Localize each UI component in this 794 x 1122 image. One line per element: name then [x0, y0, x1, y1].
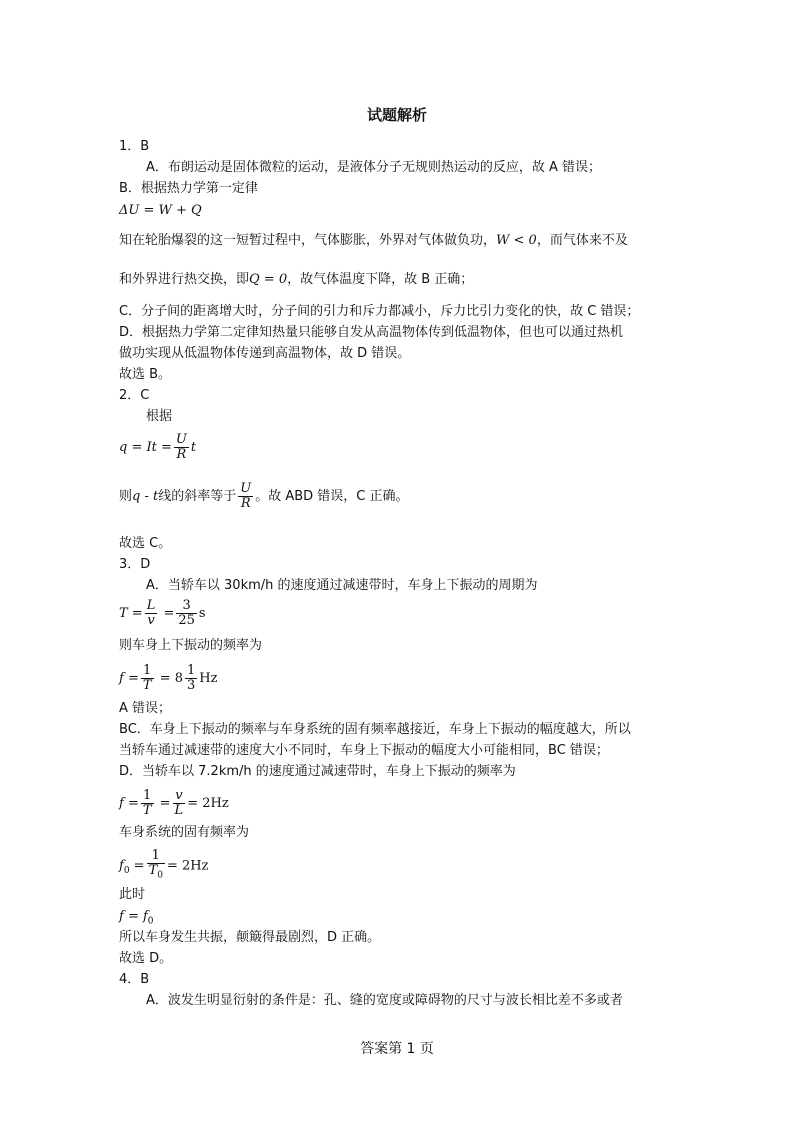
q3-eq4-den-wrap: [147, 863, 165, 883]
q3-natural-frequency-equation: $f_0$ = $\frac{1}{T_0}$ = 2Hz: [119, 848, 209, 881]
q3-natural-frequency-text: 车身系统的固有频率为: [119, 825, 250, 840]
q3-frequency-text: 则车身上下振动的频率为: [119, 638, 263, 653]
q3-eq2-den: T: [142, 678, 152, 693]
q3-eq2-num: 1: [143, 663, 152, 678]
q3-eq5-sub: 0: [147, 916, 154, 927]
q3-eq2-unit: Hz: [199, 671, 218, 686]
q1-b-line1-post: ，而气体来不及: [536, 233, 628, 248]
q2-equation: [119, 433, 196, 462]
q2-slope-post: 。故 ABD 错误，C 正确。: [255, 489, 409, 504]
q3-eq2-num2: 1: [186, 663, 196, 678]
q1-option-c: C．分子间的距离增大时，分子间的引力和斥力都减小，斥力比引力变化的快，故 C 错误；: [119, 304, 640, 319]
q3-eq1-lhs: T =: [119, 606, 143, 621]
q2-eq-lhs: q = It =: [119, 440, 172, 455]
q3-eq1-num: L: [146, 598, 156, 613]
q2-eq-denominator: R: [174, 447, 189, 462]
q3-eq1-den: v: [145, 613, 158, 628]
q1-equation: ΔU = W + Q: [119, 203, 202, 218]
q3-eq3-frac2: [173, 789, 186, 818]
page-title: 试题解析: [366, 106, 427, 124]
q3-equal-equation: [119, 909, 154, 927]
q3-option-a: A．当轿车以 30km/h 的速度通过减速带时，车身上下振动的周期为: [146, 578, 538, 593]
q3-eq3-num2: v: [175, 788, 183, 803]
q3-a-wrong: A 错误；: [119, 701, 172, 716]
q4-number: 4．B: [119, 972, 150, 987]
q2-slope-mid: 线的斜率等于: [158, 489, 237, 504]
q3-eq1-den2: 25: [178, 613, 195, 628]
q1-b-line1-pre: 知在轮胎爆裂的这一短暂过程中，气体膨胀，外界对气体做负功，: [119, 233, 497, 248]
q2-eq-numerator: U: [175, 432, 187, 447]
q3-answer: 故选 D。: [119, 951, 173, 966]
q3-option-bc-line1: BC．车身上下振动的频率与车身系统的固有频率越接近，车身上下振动的幅度越大，所以: [119, 722, 631, 737]
q2-eq-fraction: [174, 433, 189, 462]
q2-basis: 根据: [146, 409, 173, 424]
q3-frequency-equation: f = $\frac{1}{T}$ = 8 $\frac{1}{3}$ Hz: [119, 663, 218, 693]
q3-eq2-frac1: [141, 664, 154, 693]
q1-b-line2-pre: 和外界进行热交换，即: [119, 272, 250, 287]
q1-b-line1: [119, 233, 628, 249]
q1-option-d-line2: 做功实现从低温物体传递到高温物体，故 D 错误。: [119, 346, 411, 361]
q3-eq3-value: = 2Hz: [187, 796, 229, 811]
q2-slope-pre: 则: [119, 489, 133, 504]
q3-eq4-sub: 0: [123, 865, 130, 876]
q3-eq1-frac1: [145, 599, 158, 628]
q1-b-line2-post: ，故气体温度下降，故 B 正确；: [287, 272, 474, 287]
q3-number: 3．D: [119, 557, 151, 572]
q2-number: 2．C: [119, 388, 150, 403]
q3-eq3-num: 1: [143, 788, 152, 803]
q3-d-frequency-equation: f = $\frac{1}{T}$ = $\frac{v}{L}$ = 2Hz: [119, 788, 229, 818]
q2-slope-numerator: U: [240, 481, 252, 496]
q2-slope-math: q - t: [132, 489, 159, 504]
q3-resonance-text: 所以车身发生共振，颠簸得最剧烈，D 正确。: [119, 930, 381, 945]
q1-answer: 故选 B。: [119, 367, 172, 382]
q3-eq1-unit: s: [198, 606, 206, 621]
q3-eq3-den: T: [142, 803, 152, 818]
q3-eq3-lhs: f =: [119, 796, 139, 811]
q1-b-line2-math: Q = 0: [249, 272, 288, 287]
q1-b-line1-math: W < 0: [496, 233, 537, 248]
q3-now-text: 此时: [119, 887, 146, 902]
q3-eq4-frac: [147, 849, 165, 883]
q1-option-b-head: B．根据热力学第一定律: [119, 181, 258, 196]
q2-slope-fraction: [238, 482, 253, 511]
q3-eq1-frac2: [176, 599, 197, 628]
q3-period-equation: T = $\frac{L}{v}$ = $\frac{3}{25}$ s: [119, 598, 206, 628]
q2-slope-line: [119, 482, 409, 511]
q3-eq2-int: 8: [174, 671, 183, 686]
q3-eq4-lhs: f: [119, 858, 124, 874]
q1-number: 1．B: [119, 139, 150, 154]
q3-eq4-value: = 2Hz: [166, 858, 209, 874]
q3-option-bc-line2: 当轿车通过减速带的速度大小不同时，车身上下振动的幅度大小可能相同，BC 错误；: [119, 743, 609, 758]
q4-option-a: A．波发生明显衍射的条件是：孔、缝的宽度或障碍物的尺寸与波长相比差不多或者: [146, 993, 623, 1008]
page-footer: 答案第 1 页: [360, 1041, 434, 1057]
q3-eq4-den: T: [148, 863, 158, 878]
q1-option-a: A．布朗运动是固体微粒的运动，是液体分子无规则热运动的反应，故 A 错误；: [146, 160, 602, 175]
q2-slope-denominator: R: [238, 496, 253, 511]
q1-option-d-line1: D．根据热力学第二定律知热量只能够自发从高温物体传到低温物体，但也可以通过热机: [119, 325, 624, 340]
q3-eq2-den2: 3: [186, 678, 196, 693]
q3-eq2-lhs: f =: [119, 671, 139, 686]
q3-eq2-frac2: [185, 664, 197, 693]
q3-eq3-frac1: [141, 789, 154, 818]
q2-eq-tail: t: [190, 440, 197, 455]
q3-eq4-den-sub: 0: [157, 870, 163, 881]
q2-answer: 故选 C。: [119, 536, 172, 551]
q1-b-line2: [119, 272, 473, 288]
q3-eq5: f = f: [119, 909, 148, 924]
q3-eq4-num: 1: [151, 848, 160, 863]
q3-eq1-num2: 3: [182, 598, 191, 613]
q3-option-d: D．当轿车以 7.2km/h 的速度通过减速带时，车身上下振动的频率为: [119, 764, 516, 779]
q3-eq3-den2: L: [174, 803, 184, 818]
